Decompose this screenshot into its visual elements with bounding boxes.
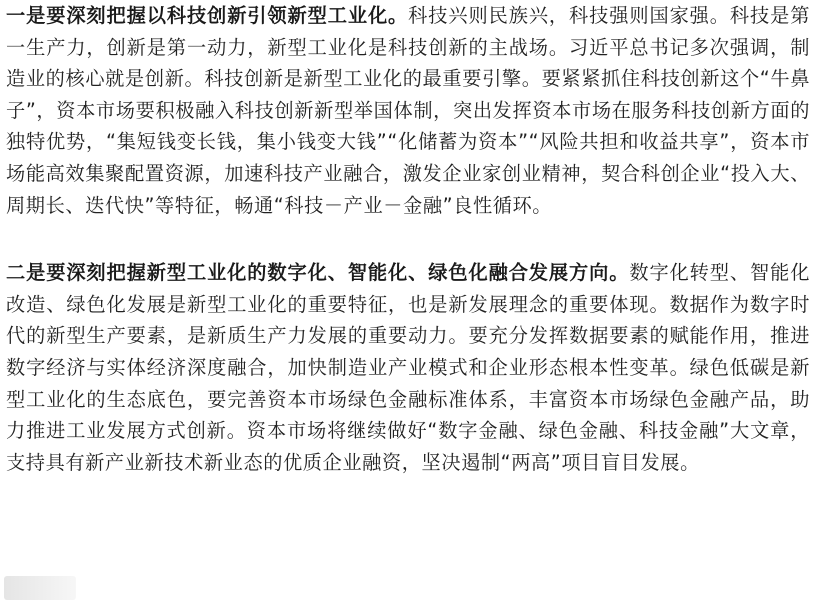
paragraph-2-text: 数字化转型、智能化改造、绿色化发展是新型工业化的重要特征，也是新发展理念的重要体现。数据作为数字时代的新型生产要素，是新质生产力发展的重要动力。要充分发挥数据要素的赋能作用，推进数字经济与实体经济深度融合，加快制造业产业模式和企业形态根本性变革。绿色低碳是新型工业化的生态底色，要完善资本市场绿色金融标准体系，丰富资本市场绿色金融产品，助力推进工业发展方式创新。资本市场将继续做好“数字金融、绿色金融、科技金融”大文章，支持具有新产业新技术新业态的优质企业融资，坚决遏制“两高”项目盲目发展。 xyxy=(6,261,810,474)
article-body xyxy=(6,0,810,478)
paragraph-1-lead: 一是要深刻把握以科技创新引领新型工业化。 xyxy=(6,4,409,27)
paragraph-2 xyxy=(6,257,810,478)
paragraph-1 xyxy=(6,0,810,221)
watermark-logo xyxy=(4,576,76,600)
paragraph-1-text: 科技兴则民族兴，科技强则国家强。科技是第一生产力，创新是第一动力，新型工业化是科技创新的主战场。习近平总书记多次强调，制造业的核心就是创新。科技创新是新型工业化的最重要引擎。要紧紧抓住科技创新这个“牛鼻子”，资本市场要积极融入科技创新新型举国体制，突出发挥资本市场在服务科技创新方面的独特优势，“集短钱变长钱，集小钱变大钱”“化储蓄为资本”“风险共担和收益共享”，资本市场能高效集聚配置资源，加速科技产业融合，激发企业家创业精神，契合科创企业“投入大、周期长、迭代快”等特征，畅通“科技－产业－金融”良性循环。 xyxy=(6,4,811,217)
paragraph-2-lead: 二是要深刻把握新型工业化的数字化、智能化、绿色化融合发展方向。 xyxy=(6,261,630,285)
